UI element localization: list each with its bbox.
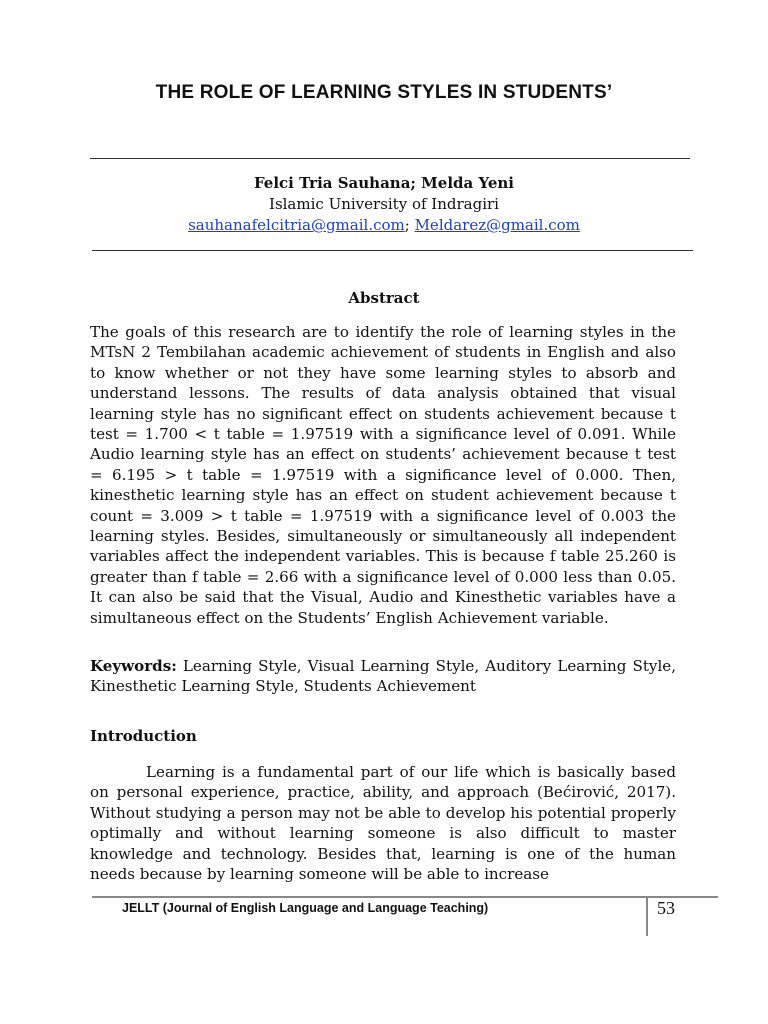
email-link-2[interactable]: Meldarez@gmail.com (414, 216, 580, 234)
introduction-heading: Introduction (90, 727, 197, 745)
author-affiliation: Islamic University of Indragiri (269, 195, 499, 213)
author-emails (0, 215, 768, 236)
email-separator: ; (404, 216, 415, 234)
keywords-label: Keywords: (90, 657, 177, 675)
author-block (0, 173, 768, 236)
footer-vertical-divider (646, 896, 648, 936)
bottom-divider (92, 250, 693, 251)
author-names: Felci Tria Sauhana; Melda Yeni (253, 174, 515, 192)
footer-divider (92, 896, 718, 898)
page-number: 53 (657, 898, 675, 918)
top-divider (90, 158, 690, 159)
abstract-text: The goals of this research are to identify the role of learning styles in the MTsN 2 Tembilahan academic achievement of students in English and also to know whether or not they have some learning styles to absorb and understand lessons. The results of data analysis obtained that visual learning style has no significant effect on students achievement because t test = 1.700 < t table = 1.97519 with a significance level of 0.091. While Audio learning style has an effect on students’ achievement because t test = 6.195 > t table = 1.97519 with a significance level of 0.000. Then, kinesthetic learning style has an effect on student achievement because t count = 3.009 > t table = 1.97519 with a significance level of 0.003 the learning styles. Besides, simultaneously or simultaneously all independent variables affect the independent variables. This is because f table 25.260 is greater than f table = 2.66 with a significance level of 0.000 less than 0.05. It can also be said that the Visual, Audio and Kinesthetic variables have a simultaneous effect on the Students’ English Achievement variable. (90, 323, 676, 627)
introduction-text: Learning is a fundamental part of our life which is basically based on personal experience, practice, ability, and approach (Bećirović, 2017). Without studying a person may not be able to develop his potential properly optimally and without learning someone is also difficult to master knowledge and technology. Besides that, learning is one of the human needs because by learning someone will be able to increase (90, 763, 676, 884)
keywords-paragraph (90, 656, 676, 697)
email-link-1[interactable]: sauhanafelcitria@gmail.com (188, 216, 405, 234)
abstract-heading: Abstract (348, 289, 420, 307)
paper-title: THE ROLE OF LEARNING STYLES IN STUDENTS’ (155, 82, 613, 103)
footer-journal-name: JELLT (Journal of English Language and Language Teaching) (122, 901, 489, 915)
keywords-text: Learning Style, Visual Learning Style, Auditory Learning Style, Kinesthetic Learning Style, Students Achievement (90, 657, 676, 696)
